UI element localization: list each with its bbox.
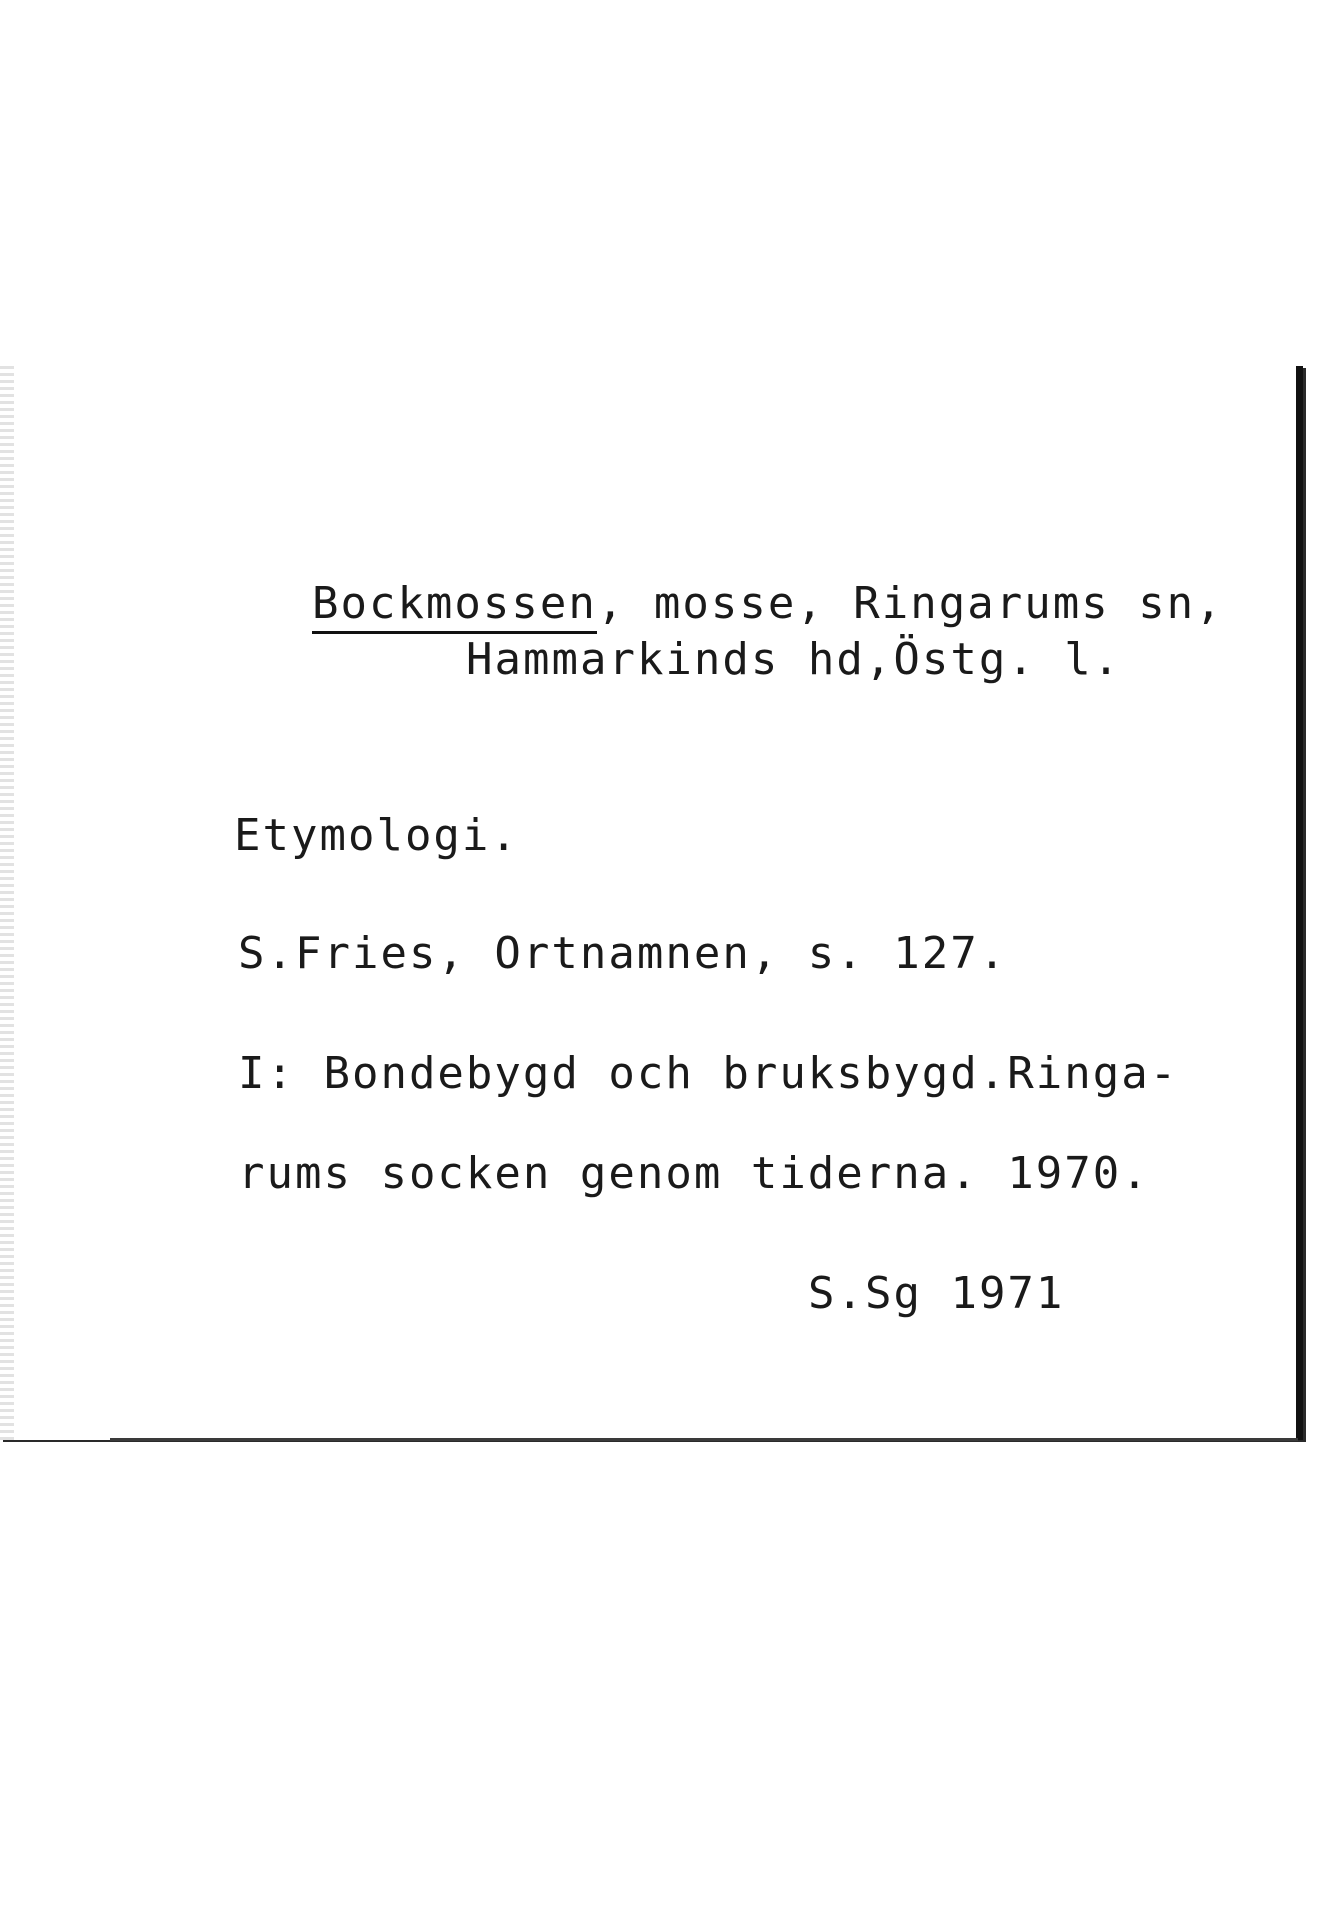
entry-description: , mosse, Ringarums sn,	[596, 578, 1224, 629]
card-left-edge	[0, 366, 14, 1440]
index-card	[0, 366, 1303, 1440]
headword: Bockmossen	[312, 578, 597, 634]
entry-location: Hammarkinds hd,Östg. l.	[466, 634, 1122, 685]
section-heading: Etymologi.	[234, 810, 519, 861]
signature: S.Sg 1971	[808, 1268, 1065, 1319]
card-bottom-edge	[110, 1438, 1298, 1441]
reference-2-line-2: rums socken genom tiderna. 1970.	[238, 1148, 1150, 1199]
reference-1: S.Fries, Ortnamnen, s. 127.	[238, 928, 1008, 979]
reference-2-line-1: I: Bondebygd och bruksbygd.Ringa-	[238, 1048, 1179, 1099]
